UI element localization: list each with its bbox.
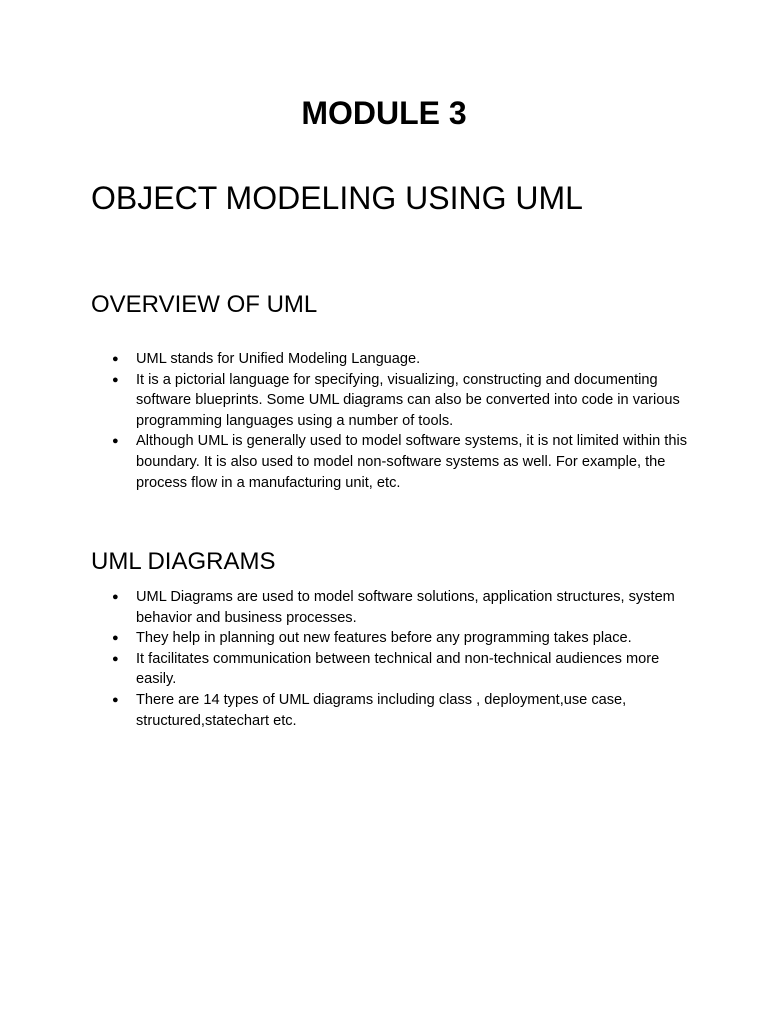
bullet-icon: ● <box>112 591 119 603</box>
list-item-text: It facilitates communication between technical and non-technical audiences more easily. <box>136 650 660 688</box>
bullet-icon: ● <box>112 353 119 365</box>
list-item-text: There are 14 types of UML diagrams including class , deployment,use case, structured,statechart etc. <box>136 691 627 729</box>
list-item <box>110 349 690 370</box>
module-title: MODULE 3 <box>301 95 467 131</box>
bullet-icon: ● <box>112 373 119 386</box>
list-item <box>110 628 690 649</box>
section-heading-uml-diagrams: UML DIAGRAMS <box>91 548 276 575</box>
list-item-text: Although UML is generally used to model software systems, it is not limited within this boundary. It is also used to model non-software systems as well. For example, the process flow in a manufacturing unit, etc. <box>136 433 688 491</box>
section-heading-overview: OVERVIEW OF UML <box>91 291 318 318</box>
bullet-icon: ● <box>112 435 119 448</box>
list-item <box>110 690 690 731</box>
list-item <box>110 587 690 628</box>
bullet-icon: ● <box>112 652 119 665</box>
list-item <box>110 370 690 432</box>
list-item-text: It is a pictorial language for specifying, visualizing, constructing and documenting software blueprints. Some UML diagrams can also be converted into code in various programming languages using a number of tools. <box>136 371 680 429</box>
list-item-text: They help in planning out new features before any programming takes place. <box>136 630 632 647</box>
bullet-icon: ● <box>112 632 119 645</box>
uml-diagrams-bullet-list <box>110 587 690 731</box>
overview-bullet-list <box>110 349 690 493</box>
list-item <box>110 649 690 690</box>
main-title: OBJECT MODELING USING UML <box>91 180 583 216</box>
list-item-text: UML stands for Unified Modeling Language. <box>136 351 421 367</box>
bullet-icon: ● <box>112 693 119 706</box>
list-item-text: UML Diagrams are used to model software solutions, application structures, system behavior and business processes. <box>136 589 675 626</box>
list-item <box>110 431 690 493</box>
